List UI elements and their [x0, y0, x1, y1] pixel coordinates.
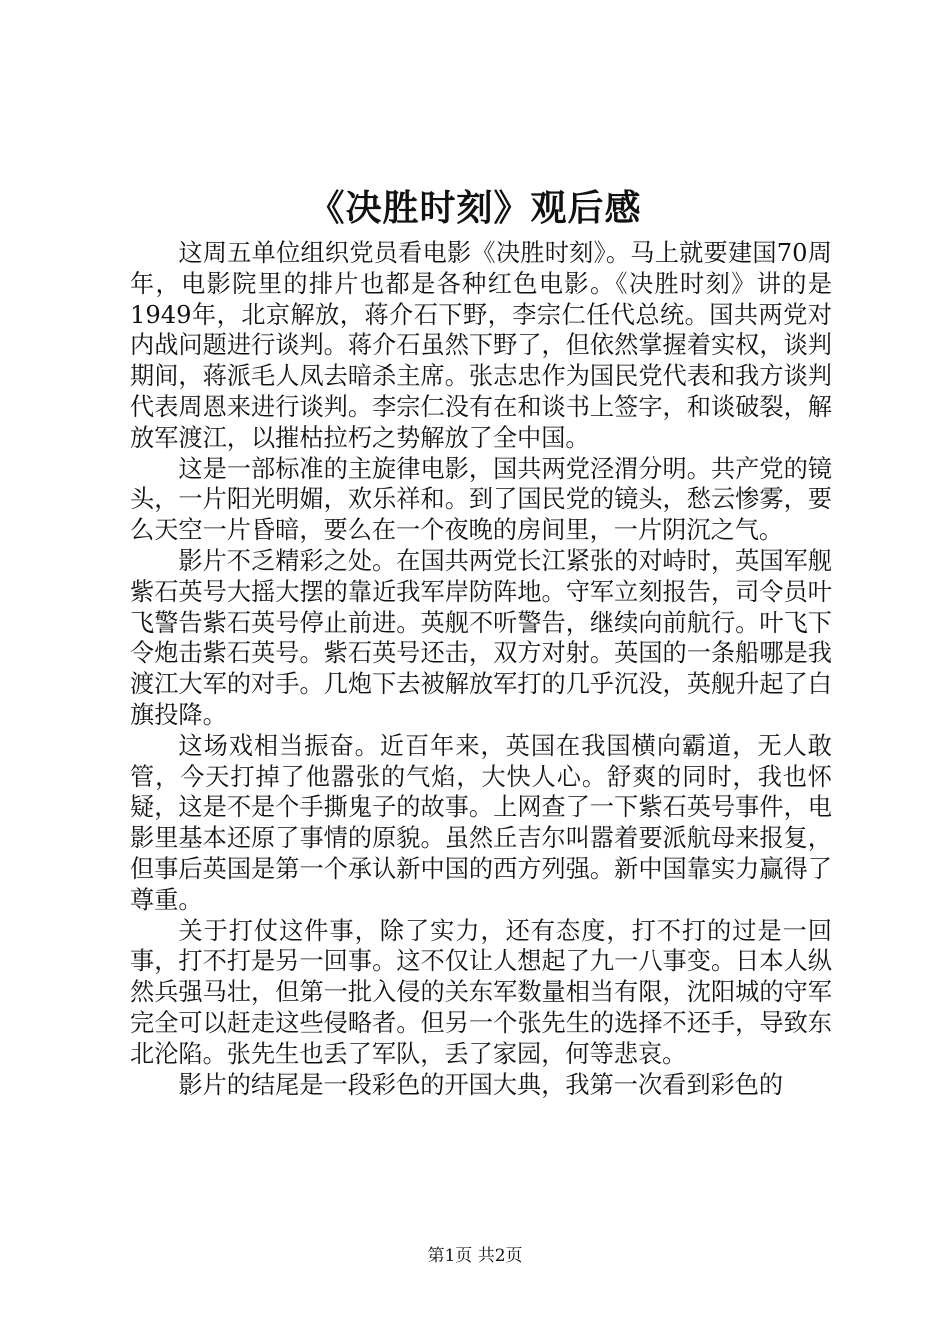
page-number-footer: 第1页 共2页 [427, 1246, 523, 1266]
paragraph: 影片的结尾是一段彩色的开国大典，我第一次看到彩色的 [178, 1070, 784, 1099]
document-body [130, 238, 832, 1100]
paragraph: 关于打仗这件事，除了实力，还有态度，打不打的过是一回事，打不打是另一回事。这不仅让人想起了九一八事变。日本人纵然兵强马壮，但第一批入侵的关东军数量相当有限，沈阳城的守军完全可以赶走这些侵略者。但另一个张先生的选择不还手，导致东北沦陷。张先生也丢了军队，丢了家园，何等悲哀。 [130, 916, 832, 1068]
paragraph: 影片不乏精彩之处。在国共两党长江紧张的对峙时，英国军舰紫石英号大摇大摆的靠近我军岸防阵地。守军立刻报告，司令员叶飞警告紫石英号停止前进。英舰不听警告，继续向前航行。叶飞下令炮击紫石英号。紫石英号还击，双方对射。英国的一条船哪是我渡江大军的对手。几炮下去被解放军打的几乎沉没，英舰升起了白旗投降。 [130, 546, 832, 729]
paragraph: 这场戏相当振奋。近百年来，英国在我国横向霸道，无人敢管，今天打掉了他嚣张的气焰，大快人心。舒爽的同时，我也怀疑，这是不是个手撕鬼子的故事。上网查了一下紫石英号事件，电影里基本还原了事情的原貌。虽然丘吉尔叫嚣着要派航母来报复，但事后英国是第一个承认新中国的西方列强。新中国靠实力赢得了尊重。 [130, 731, 832, 914]
document-title: 《决胜时刻》观后感 [308, 187, 642, 229]
paragraph: 这周五单位组织党员看电影《决胜时刻》。马上就要建国70周年，电影院里的排片也都是各种红色电影。《决胜时刻》讲的是1949年，北京解放，蒋介石下野，李宗仁任代总统。国共两党对内战问题进行谈判。蒋介石虽然下野了，但依然掌握着实权，谈判期间，蒋派毛人凤去暗杀主席。张志忠作为国民党代表和我方谈判代表周恩来进行谈判。李宗仁没有在和谈书上签字，和谈破裂，解放军渡江，以摧枯拉朽之势解放了全中国。 [130, 239, 832, 452]
paragraph: 这是一部标准的主旋律电影，国共两党泾渭分明。共产党的镜头，一片阳光明媚，欢乐祥和。到了国民党的镜头，愁云惨雾，要么天空一片昏暗，要么在一个夜晚的房间里，一片阴沉之气。 [130, 454, 832, 545]
